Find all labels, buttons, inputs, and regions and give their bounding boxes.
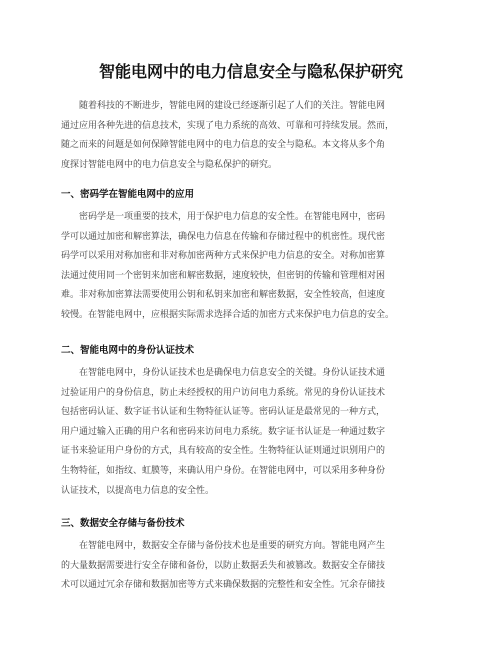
paragraph-line: 较慢。在智能电网中，应根据实际需求选择合适的加密方式来保护电力信息的安全。 bbox=[61, 309, 395, 320]
paragraph-line: 法通过使用同一个密钥来加密和解密数据，速度较快，但密钥的传输和管理相对困 bbox=[61, 270, 386, 281]
paragraph-line: 学可以通过加密和解密算法，确保电力信息在传输和存储过程中的机密性。现代密 bbox=[61, 231, 386, 242]
section-heading-1: 一、密码学在智能电网中的应用 bbox=[61, 189, 195, 200]
paragraph-line: 过验证用户的身份信息，防止未经授权的用户访问电力系统。常见的身份认证技术 bbox=[61, 387, 386, 398]
paragraph-line: 通过应用各种先进的信息技术，实现了电力系统的高效、可靠和可持续发展。然而， bbox=[61, 120, 395, 131]
paragraph-line: 生物特征，如指纹、虹膜等，来确认用户身份。在智能电网中，可以采用多种身份 bbox=[61, 465, 386, 476]
paragraph-line: 认证技术，以提高电力信息的安全性。 bbox=[61, 485, 215, 496]
paragraph-line: 难。非对称加密算法需要使用公钥和私钥来加密和解密数据，安全性较高，但速度 bbox=[61, 290, 386, 301]
section-2-paragraph bbox=[61, 364, 441, 501]
paragraph-line: 码学可以采用对称加密和非对称加密两种方式来保护电力信息的安全。对称加密算 bbox=[61, 251, 386, 262]
paragraph-line: 包括密码认证、数字证书认证和生物特征认证等。密码认证是最常见的一种方式， bbox=[61, 407, 386, 418]
paragraph-line: 随着科技的不断进步，智能电网的建设已经逐渐引起了人们的关注。智能电网 bbox=[61, 101, 386, 111]
section-heading-3: 三、数据安全存储与备份技术 bbox=[61, 518, 185, 529]
paragraph-line: 在智能电网中，数据安全存储与备份技术也是重要的研究方向。智能电网产生 bbox=[61, 541, 386, 551]
paragraph-line: 随之而来的问题是如何保障智能电网中的电力信息的安全与隐私。本文将从多个角 bbox=[61, 140, 386, 151]
paragraph-line: 在智能电网中，身份认证技术也是确保电力信息安全的关键。身份认证技术通 bbox=[61, 368, 386, 378]
paragraph-line: 术可以通过冗余存储和数据加密等方式来确保数据的完整性和安全性。冗余存储技 bbox=[61, 580, 386, 591]
section-3-paragraph bbox=[61, 537, 441, 596]
paragraph-line: 密码学是一项重要的技术，用于保护电力信息的安全性。在智能电网中，密码 bbox=[61, 212, 386, 222]
paragraph-line: 度探讨智能电网中的电力信息安全与隐私保护的研究。 bbox=[61, 159, 278, 170]
paragraph-line: 用户通过输入正确的用户名和密码来访问电力系统。数字证书认证是一种通过数字 bbox=[61, 426, 386, 437]
paragraph-line: 证书来验证用户身份的方式，具有较高的安全性。生物特征认证则通过识别用户的 bbox=[61, 446, 386, 457]
section-heading-2: 二、智能电网中的身份认证技术 bbox=[61, 345, 195, 356]
intro-paragraph bbox=[61, 97, 441, 175]
document-title: 智能电网中的电力信息安全与隐私保护研究 bbox=[98, 62, 403, 81]
section-1-paragraph bbox=[61, 208, 441, 326]
paragraph-line: 的大量数据需要进行安全存储和备份，以防止数据丢失和被篡改。数据安全存储技 bbox=[61, 560, 386, 571]
